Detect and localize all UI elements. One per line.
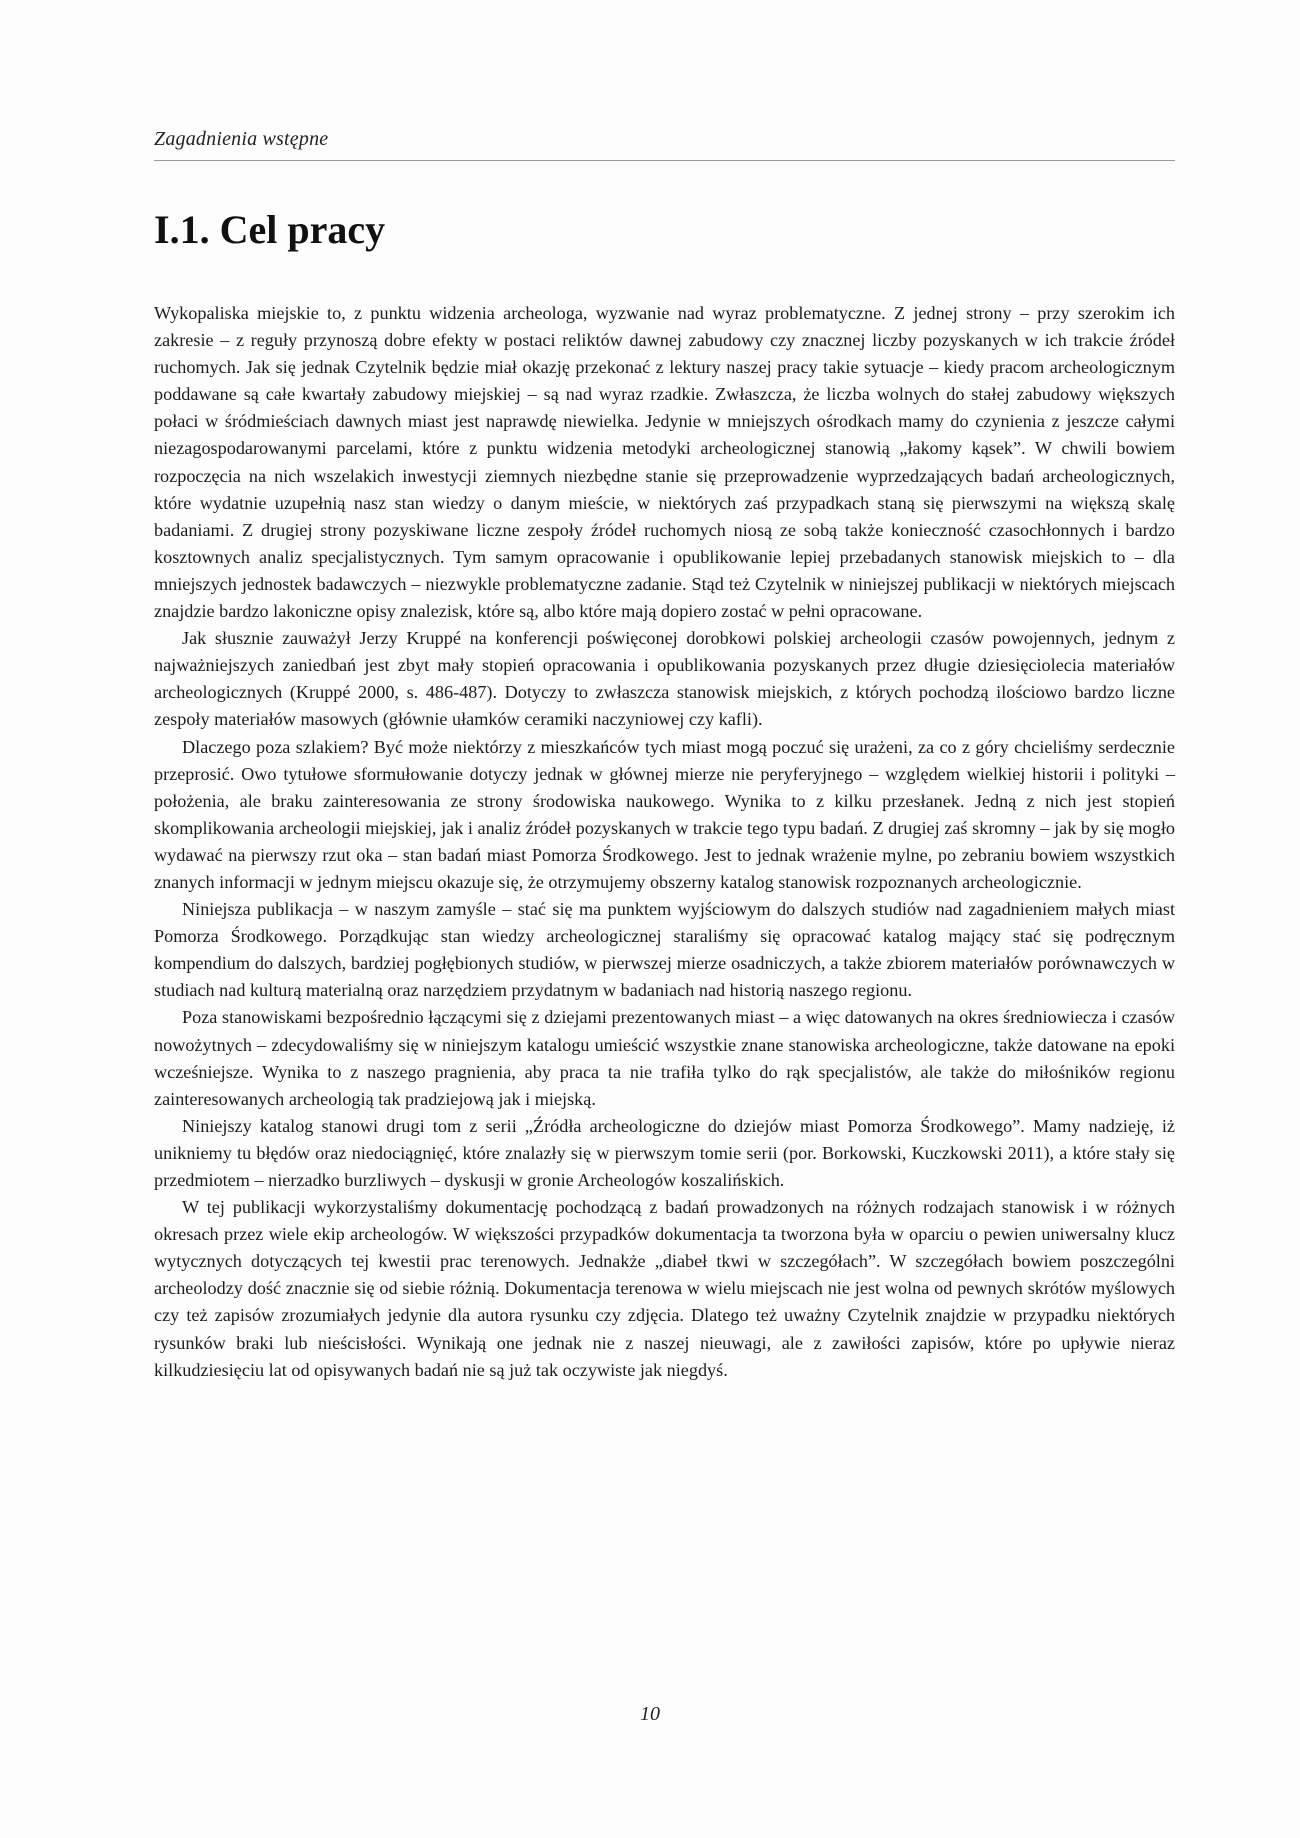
chapter-title: I.1. Cel pracy [154, 207, 386, 252]
paragraph: W tej publikacji wykorzystaliśmy dokumentację pochodzącą z badań prowadzonych na różnych rodzajach stanowisk i w różnych okresach przez wiele ekip archeologów. W większości przypadków dokumentacja ta tworzona była w oparciu o pewien uniwersalny klucz wytycznych dotyczących tej kwestii prac terenowych. Jednakże „diabeł tkwi w szczegółach”. W szczegółach bowiem poszczególni archeolodzy dość znacznie się od siebie różnią. Dokumentacja terenowa w wielu miejscach nie jest wolna od pewnych skrótów myślowych czy też zapisów zrozumiałych jedynie dla autora rysunku czy zdjęcia. Dlatego też uważny Czytelnik znajdzie w przypadku niektórych rysunków braki lub nieścisłości. Wynikają one jednak nie z naszej nieuwagi, ale z zawiłości zapisów, które po upływie nieraz kilkudziesięciu lat od opisywanych badań nie są już tak oczywiste jak niegdyś. [154, 1197, 1175, 1380]
paragraph: Niniejszy katalog stanowi drugi tom z serii „Źródła archeologiczne do dziejów miast Pomorza Środkowego”. Mamy nadzieję, iż unikniemy tu błędów oraz niedociągnięć, które znalazły się w pierwszym tomie serii (por. Borkowski, Kuczkowski 2011), a które stały się przedmiotem – nierzadko burzliwych – dyskusji w gronie Archeologów koszalińskich. [154, 1115, 1175, 1190]
page-number: 10 [640, 1703, 660, 1725]
paragraph: Poza stanowiskami bezpośrednio łączącymi się z dziejami prezentowanych miast – a więc datowanych na okres średniowiecza i czasów nowożytnych – zdecydowaliśmy się w niniejszym katalogu umieścić wszystkie znane stanowiska archeologiczne, także datowane na epoki wcześniejsze. Wynika to z naszego pragnienia, aby praca ta nie trafiła tylko do rąk specjalistów, ale także do miłośników regionu zainteresowanych archeologią tak pradziejową jak i miejską. [154, 1007, 1175, 1109]
paragraph: Niniejsza publikacja – w naszym zamyśle – stać się ma punktem wyjściowym do dalszych studiów nad zagadnieniem małych miast Pomorza Środkowego. Porządkując stan wiedzy archeologicznej staraliśmy się opracować katalog mający stać się podręcznym kompendium do dalszych, bardziej pogłębionych studiów, w pierwszej mierze osadniczych, a także zbiorem materiałów porównawczych w studiach nad kulturą materialną oraz narzędziem przydatnym w badaniach nad historią naszego regionu. [154, 899, 1175, 1001]
paragraph: Wykopaliska miejskie to, z punktu widzenia archeologa, wyzwanie nad wyraz problematyczne. Z jednej strony – przy szerokim ich zakresie – z reguły przynoszą dobre efekty w postaci reliktów dawnej zabudowy czy znacznej liczby pozyskanych w ich trakcie źródeł ruchomych. Jak się jednak Czytelnik będzie miał okazję przekonać z lektury naszej pracy takie sytuacje – kiedy pracom archeologicznym poddawane są całe kwartały zabudowy miejskiej – są nad wyraz rzadkie. Zwłaszcza, że liczba wolnych do stałej zabudowy większych połaci w śródmieściach dawnych miast jest naprawdę niewielka. Jedynie w mniejszych ośrodkach mamy do czynienia z jeszcze całymi niezagospodarowanymi parcelami, które z punktu widzenia metodyki archeologicznej stanowią „łakomy kąsek”. W chwili bowiem rozpoczęcia na nich wszelakich inwestycji ziemnych niezbędne stanie się przeprowadzenie wyprzedzających badań archeologicznych, które wydatnie uzupełnią nasz stan wiedzy o danym mieście, w niektórych zaś przypadkach staną się pierwszymi na większą skalę badaniami. Z drugiej strony pozyskiwane liczne zespoły źródeł ruchomych niosą ze sobą także konieczność czasochłonnych i bardzo kosztownych analiz specjalistycznych. Tym samym opracowanie i opublikowanie lepiej przebadanych stanowisk miejskich to – dla mniejszych jednostek badawczych – niezwykle problematyczne zadanie. Stąd też Czytelnik w niniejszej publikacji w niektórych miejscach znajdzie bardzo lakoniczne opisy znalezisk, które są, albo które mają dopiero zostać w pełni opracowane. [154, 303, 1175, 622]
paragraph: Jak słusznie zauważył Jerzy Kruppé na konferencji poświęconej dorobkowi polskiej archeologii czasów powojennych, jednym z najważniejszych zaniedbań jest zbyt mały stopień opracowania i opublikowania pozyskanych przez długie dziesięciolecia materiałów archeologicznych (Kruppé 2000, s. 486-487). Dotyczy to zwłaszcza stanowisk miejskich, z których pochodzą ilościowo bardzo liczne zespoły materiałów masowych (głównie ułamków ceramiki naczyniowej czy kafli). [154, 628, 1175, 730]
body-text [154, 300, 1175, 1384]
paragraph: Dlaczego poza szlakiem? Być może niektórzy z mieszkańców tych miast mogą poczuć się urażeni, za co z góry chcieliśmy serdecznie przeprosić. Owo tytułowe sformułowanie dotyczy jednak w głównej mierze nie peryferyjnego – względem wielkiej historii i polityki – położenia, ale braku zainteresowania ze strony środowiska naukowego. Wynika to z kilku przesłanek. Jedną z nich jest stopień skomplikowania archeologii miejskiej, jak i analiz źródeł pozyskanych w trakcie tego typu badań. Z drugiej zaś skromny – jak by się mogło wydawać na pierwszy rzut oka – stan badań miast Pomorza Środkowego. Jest to jednak wrażenie mylne, po zebraniu bowiem wszystkich znanych informacji w jednym miejscu okazuje się, że otrzymujemy obszerny katalog stanowisk rozpoznanych archeologicznie. [154, 736, 1175, 892]
running-head: Zagadnienia wstępne [154, 128, 329, 150]
header-rule [154, 160, 1175, 161]
